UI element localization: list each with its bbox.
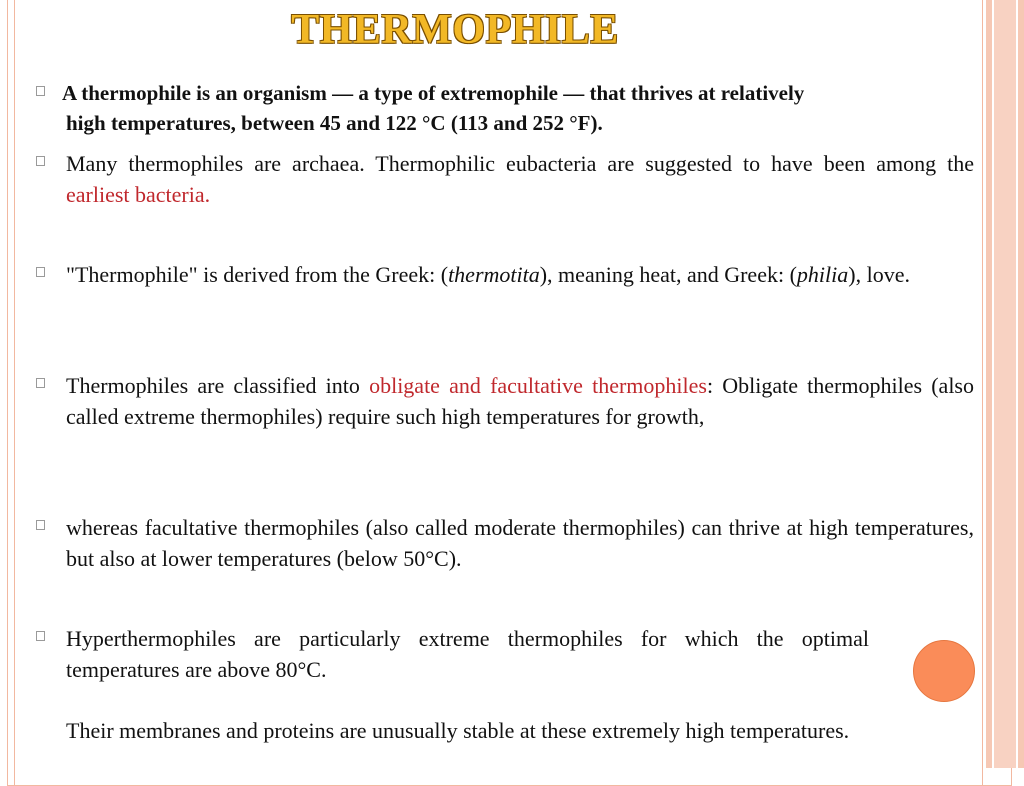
earliest-bacteria-link[interactable]: earliest bacteria. — [66, 182, 211, 207]
orange-circle-decoration — [913, 640, 975, 702]
etymology-text-c: ), love. — [848, 262, 910, 287]
archaea-text: Many thermophiles are archaea. Thermophilic eubacteria are suggested to have been among the — [66, 151, 974, 176]
etymology-text-a: "Thermophile" is derived from the Greek: ( — [66, 262, 449, 287]
bullet-square-icon — [36, 86, 45, 96]
etymology-text-b: ), meaning heat, and Greek: ( — [539, 262, 797, 287]
bullet-square-icon — [36, 631, 45, 641]
right-stripe-1 — [986, 0, 992, 768]
slide-title: THERMOPHILE — [291, 7, 619, 53]
right-stripe-2 — [994, 0, 1016, 768]
bullet-text: whereas facultative thermophiles (also called moderate thermophiles) can thrive at high temperatures, but also at lower temperatures (below 50°C). — [66, 515, 974, 571]
classification-text-a: Thermophiles are classified into — [66, 373, 370, 398]
bullet-text — [66, 370, 974, 432]
bullet-text — [66, 148, 974, 210]
definition-line-2: high temperatures, between 45 and 122 °C (113 and 252 °F). — [66, 111, 603, 135]
philia-term: philia — [796, 262, 849, 287]
bullet-square-icon — [36, 520, 45, 530]
classification-text-b: : Obligate thermophiles (also called extreme thermophiles) require such high temperatures for growth, — [66, 373, 974, 429]
bullet-square-icon — [36, 378, 45, 388]
bullet-text — [62, 78, 974, 138]
bullet-text — [66, 259, 974, 290]
bullet-square-icon — [36, 156, 45, 166]
bullet-text: Hyperthermophiles are particularly extreme thermophiles for which the optimal temperatures are above 80°C. — [66, 626, 869, 682]
thermotita-term: thermotita — [448, 262, 540, 287]
obligate-facultative-link[interactable]: obligate and facultative thermophiles — [369, 373, 707, 398]
definition-line-1: A thermophile is an organism — a type of extremophile — that thrives at relatively — [62, 81, 805, 105]
bullet-square-icon — [36, 267, 45, 277]
membranes-text: Their membranes and proteins are unusually stable at these extremely high temperatures. — [66, 718, 850, 743]
right-stripe-3 — [1018, 0, 1024, 768]
